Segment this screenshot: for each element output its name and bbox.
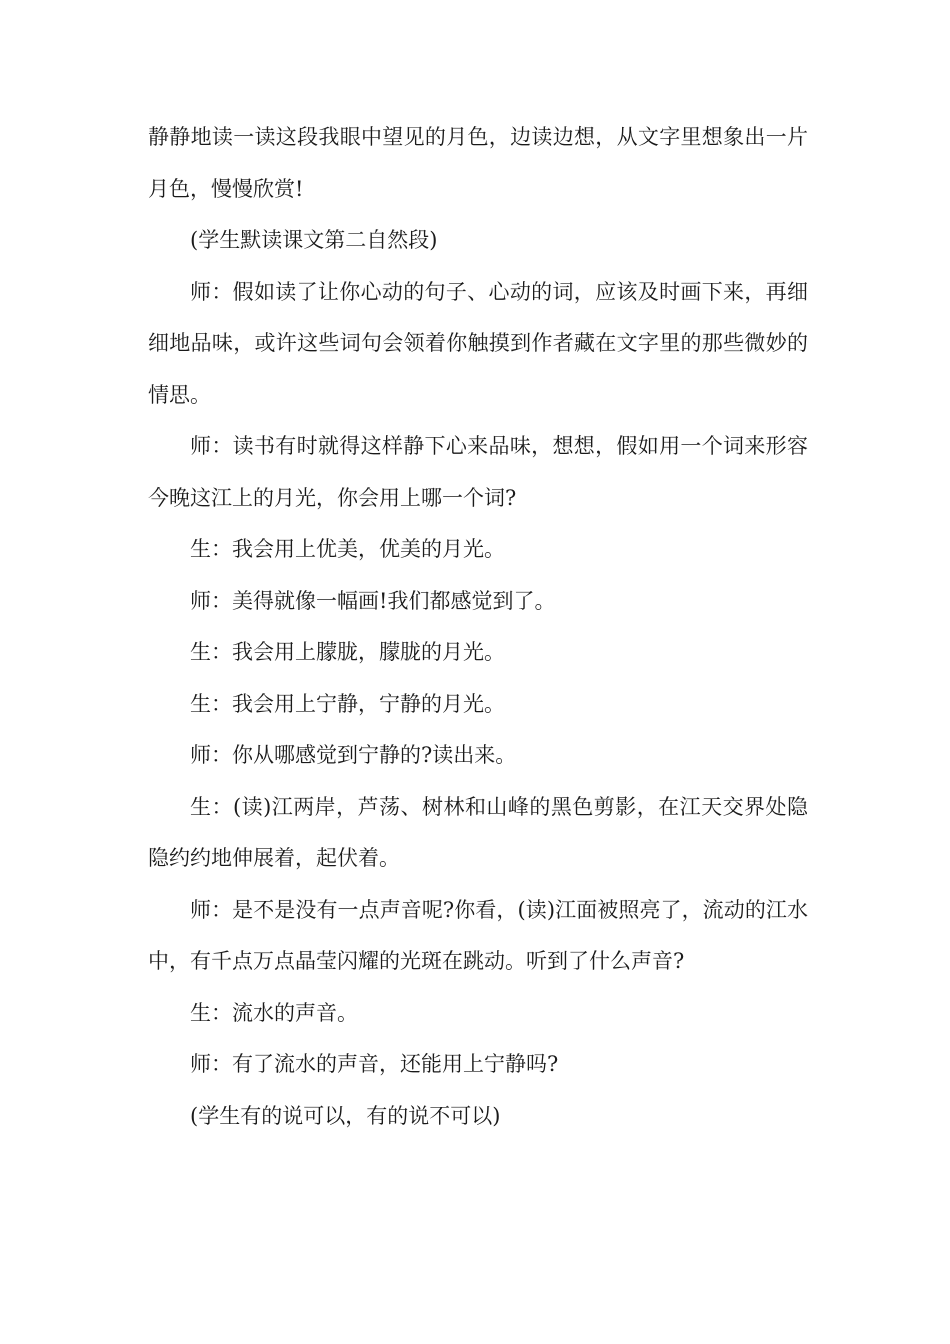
paragraph-11: 师：是不是没有一点声音呢?你看，(读)江面被照亮了，流动的江水中，有千点万点晶莹闪耀的光斑在跳动。听到了什么声音? bbox=[148, 897, 808, 973]
paragraph-10: 生：(读)江两岸，芦荡、树林和山峰的黑色剪影，在江天交界处隐隐约约地伸展着，起伏着。 bbox=[148, 794, 808, 870]
paragraph-4: 师：读书有时就得这样静下心来品味，想想，假如用一个词来形容今晚这江上的月光，你会用上哪一个词? bbox=[148, 434, 808, 510]
paragraph-9: 师：你从哪感觉到宁静的?读出来。 bbox=[190, 743, 517, 767]
paragraph-7: 生：我会用上朦胧，朦胧的月光。 bbox=[190, 640, 505, 664]
paragraph-14: (学生有的说可以，有的说不可以) bbox=[190, 1103, 501, 1128]
paragraph-6: 师：美得就像一幅画!我们都感觉到了。 bbox=[190, 588, 556, 613]
paragraph-2: (学生默读课文第二自然段) bbox=[190, 228, 438, 252]
paragraph-5: 生：我会用上优美，优美的月光。 bbox=[190, 537, 505, 561]
paragraph-12: 生：流水的声音。 bbox=[190, 1000, 358, 1025]
paragraph-13: 师：有了流水的声音，还能用上宁静吗? bbox=[190, 1052, 559, 1076]
document-body bbox=[148, 112, 808, 1142]
paragraph-1: 静静地读一读这段我眼中望见的月色，边读边想，从文字里想象出一片月色，慢慢欣赏! bbox=[148, 125, 808, 201]
paragraph-3: 师：假如读了让你心动的句子、心动的词，应该及时画下来，再细细地品味，或许这些词句会领着你触摸到作者藏在文字里的那些微妙的情思。 bbox=[148, 279, 808, 407]
paragraph-8: 生：我会用上宁静，宁静的月光。 bbox=[190, 691, 505, 716]
